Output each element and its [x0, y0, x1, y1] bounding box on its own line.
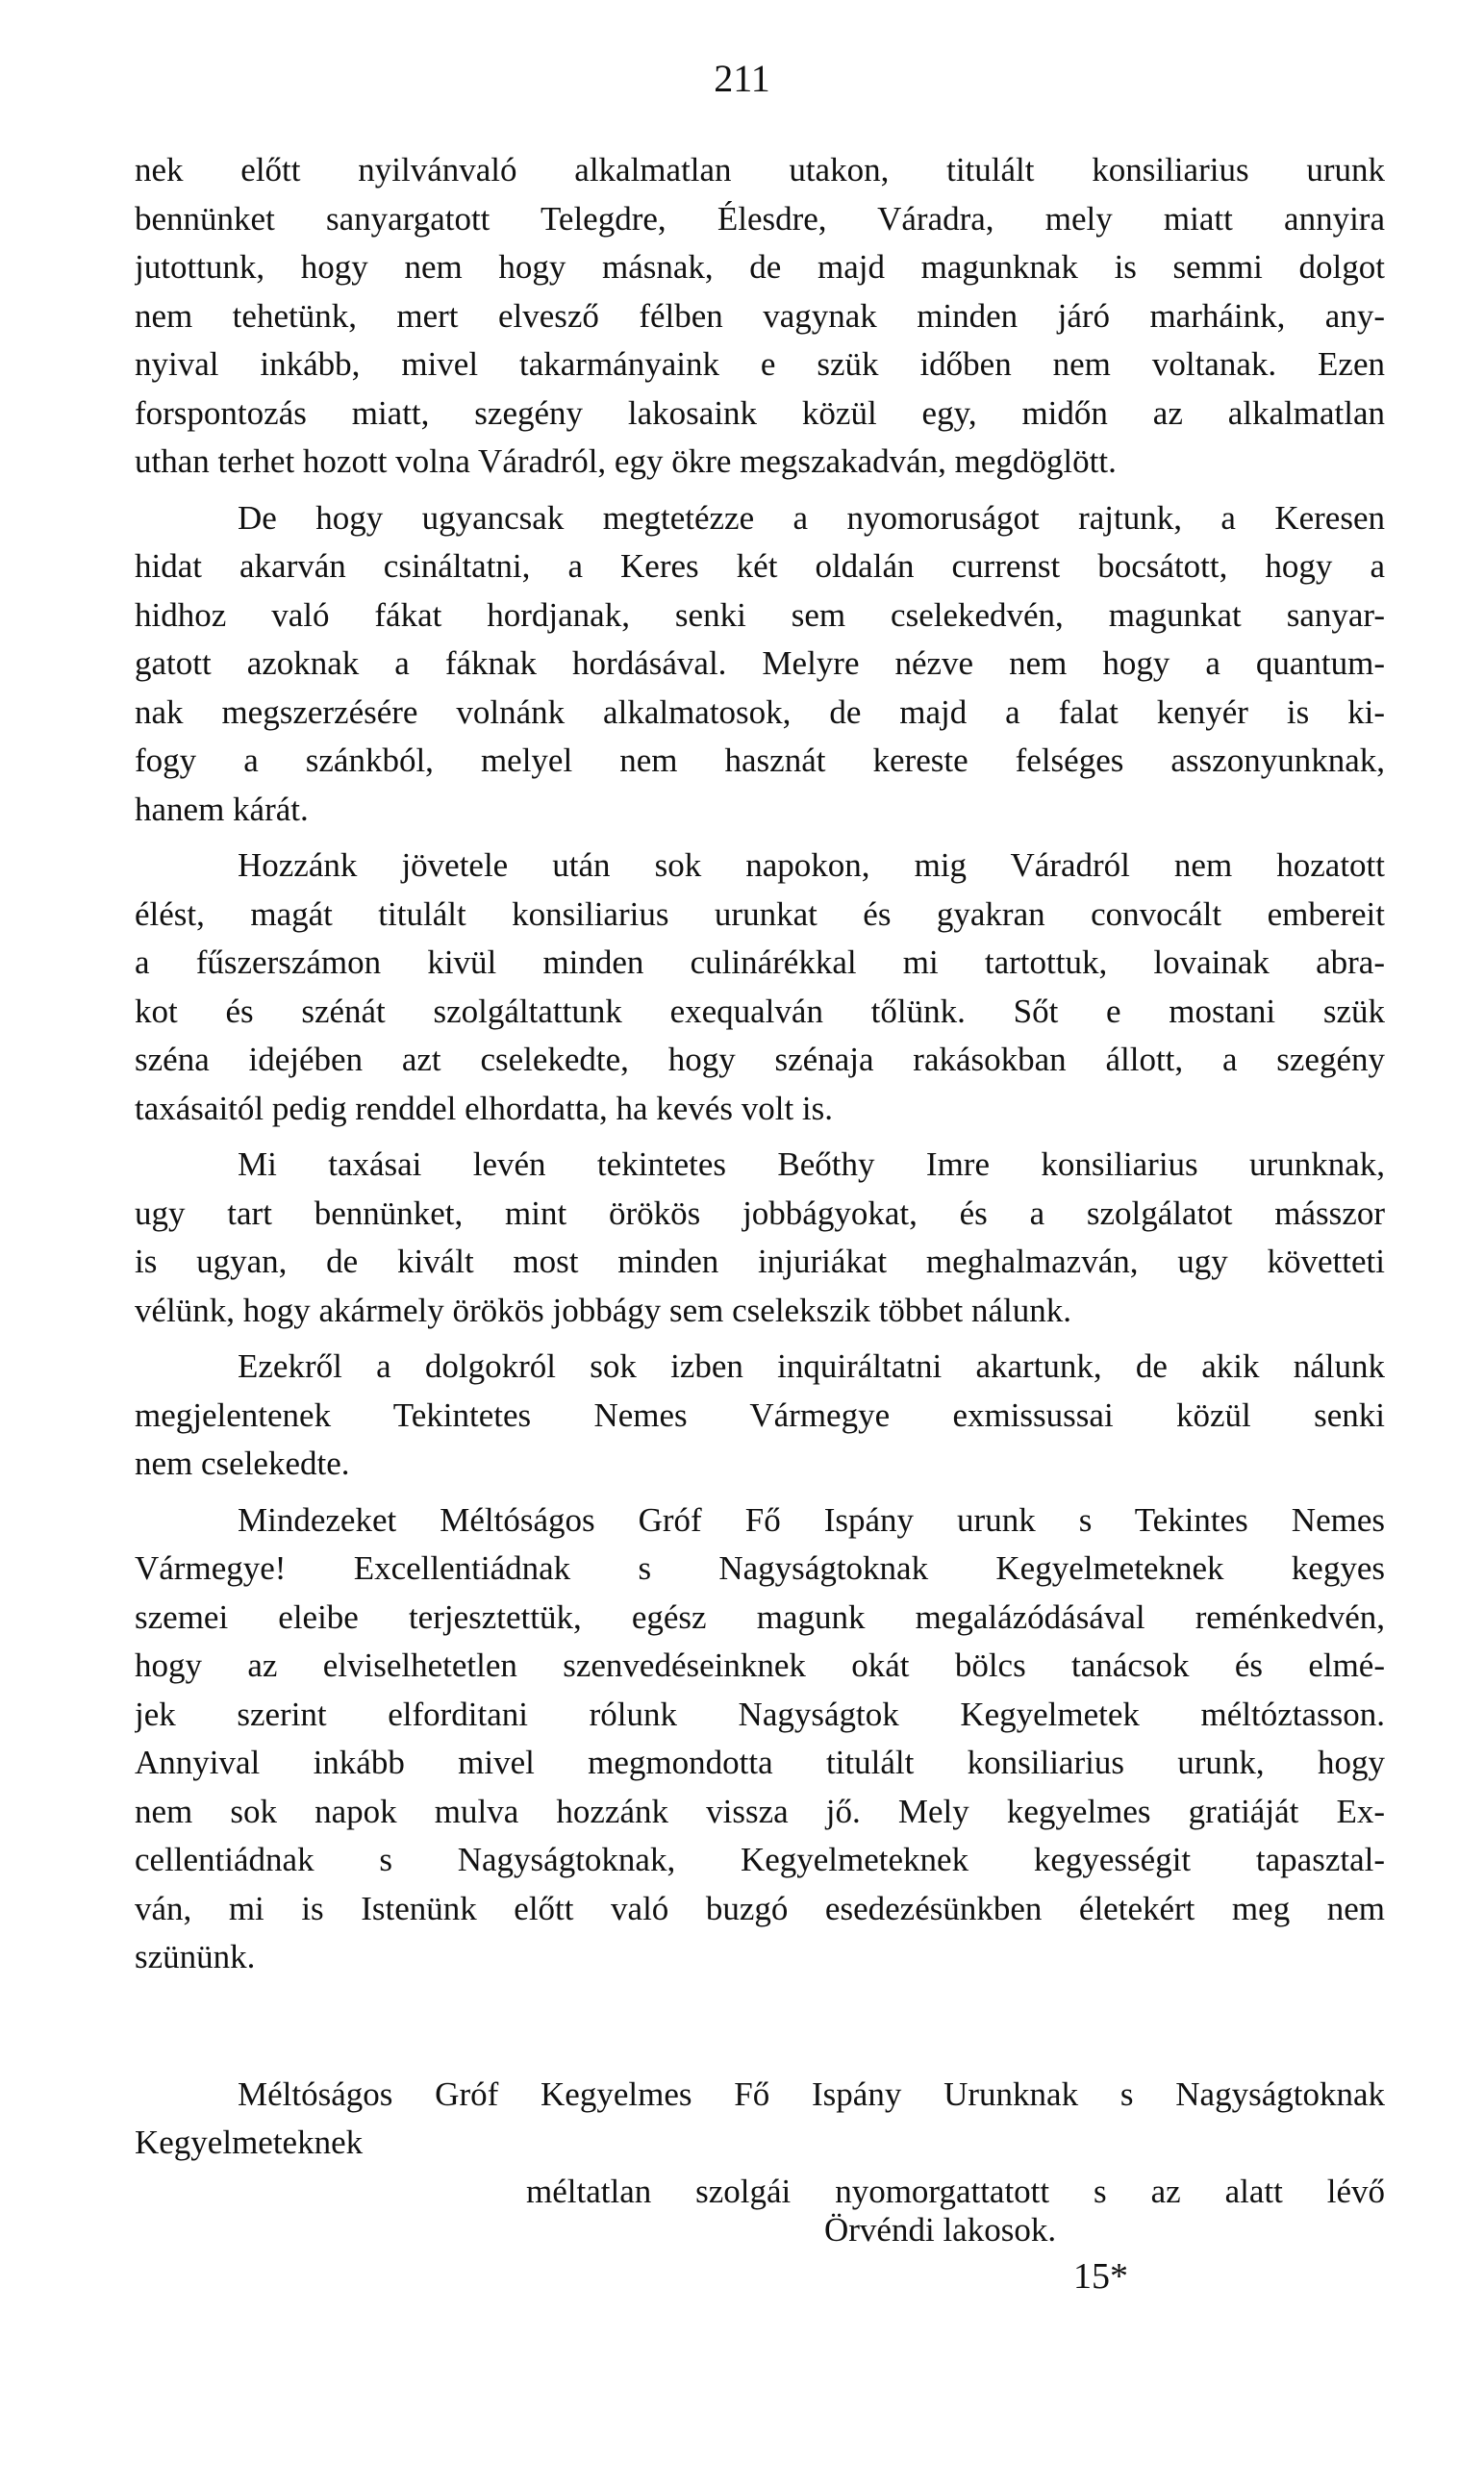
text-line: ván, mi is Istenünk előtt való buzgó esedezésünkben életekért meg nem [135, 1889, 1385, 1927]
paragraph [135, 494, 1385, 835]
text-line: Mindezeket Méltóságos Gróf Fő Ispány urunk s Tekintes Nemes [238, 1500, 1385, 1539]
text-line: Vármegye! Excellentiádnak s Nagyságtoknak Kegyelmeteknek kegyes [135, 1549, 1385, 1587]
sheet-mark: 15* [1073, 2256, 1128, 2297]
text-line: uthan terhet hozott volna Váradról, egy ökre megszakadván, megdöglött. [135, 442, 1117, 480]
page-number: 211 [714, 57, 770, 100]
text-line: jutottunk, hogy nem hogy másnak, de majd magunknak is semmi dolgot [135, 248, 1385, 286]
text-line: nak megszerzésére volnánk alkalmatosok, de majd a falat kenyér is ki- [135, 692, 1385, 731]
text-line: jek szerint elforditani rólunk Nagyságtok Kegyelmetek méltóztasson. [135, 1695, 1385, 1733]
text-line: ugy tart bennünket, mint örökös jobbágyokat, és a szolgálatot másszor [135, 1194, 1385, 1232]
text-line: élést, magát titulált konsiliarius urunkat és gyakran convocált embereit [135, 894, 1385, 933]
text-line: De hogy ugyancsak megtetézze a nyomoruságot rajtunk, a Keresen [238, 498, 1385, 537]
text-line: kot és szénát szolgáltattunk exequalván tőlünk. Sőt e mostani szük [135, 992, 1385, 1030]
salutation-line-1: Méltóságos Gróf Kegyelmes Fő Ispány Urunknak s Nagyságtoknak [238, 2075, 1385, 2113]
salutation-line-2: Kegyelmeteknek [135, 2124, 364, 2161]
text-line: Mi taxásai levén tekintetes Beőthy Imre konsiliarius urunknak, [238, 1145, 1385, 1183]
text-line: Annyival inkább mivel megmondotta titulált konsiliarius urunk, hogy [135, 1744, 1385, 1781]
text-line: nem sok napok mulva hozzánk vissza jő. Mely kegyelmes gratiáját Ex- [135, 1792, 1385, 1830]
text-line: bennünket sanyargatott Telegdre, Élesdre, Váradra, mely miatt annyira [135, 199, 1385, 238]
paragraph [135, 1343, 1385, 1489]
text-line: nem cselekedte. [135, 1445, 350, 1482]
text-line: is ugyan, de kivált most minden injuriákat meghalmazván, ugy követteti [135, 1243, 1385, 1280]
body-text [135, 146, 1385, 1990]
text-line: vélünk, hogy akármely örökös jobbágy sem cselekszik többet nálunk. [135, 1291, 1071, 1329]
text-line: nem tehetünk, mert elvesző félben vagynak minden járó marháink, any- [135, 296, 1385, 335]
text-line: taxásaitól pedig renddel elhordatta, ha kevés volt is. [135, 1089, 834, 1127]
paragraph [135, 1496, 1385, 1982]
text-line: szününk. [135, 1938, 256, 1975]
paragraph [135, 842, 1385, 1133]
text-line: nek előtt nyilvánvaló alkalmatlan utakon, titulált konsiliarius urunk [135, 151, 1385, 189]
text-line: Hozzánk jövetele után sok napokon, mig Váradról nem hozatott [238, 846, 1385, 884]
signature-line-2: Örvéndi lakosok. [824, 2211, 1057, 2249]
text-line: hogy az elviselhetetlen szenvedéseinknek okát bölcs tanácsok és elmé- [135, 1647, 1385, 1684]
paragraph [135, 146, 1385, 487]
text-line: széna idejében azt cselekedte, hogy szénaja rakásokban állott, a szegény [135, 1041, 1385, 1078]
signature-line-1: méltatlan szolgái nyomorgattatott s az alatt lévő [526, 2173, 1385, 2210]
text-line: gatott azoknak a fáknak hordásával. Melyre nézve nem hogy a quantum- [135, 644, 1385, 682]
text-line: hidat akarván csináltatni, a Keres két oldalán currenst bocsátott, hogy a [135, 547, 1385, 585]
text-line: forspontozás miatt, szegény lakosaink közül egy, midőn az alkalmatlan [135, 393, 1385, 432]
text-line: Ezekről a dolgokról sok izben inquiráltatni akartunk, de akik nálunk [238, 1347, 1385, 1385]
text-line: hidhoz való fákat hordjanak, senki sem cselekedvén, magunkat sanyar- [135, 595, 1385, 634]
text-line: fogy a szánkból, melyel nem hasznát kereste felséges asszonyunknak, [135, 742, 1385, 779]
text-line: megjelentenek Tekintetes Nemes Vármegye exmissussai közül senki [135, 1395, 1385, 1434]
text-line: hanem kárát. [135, 790, 309, 828]
text-line: nyival inkább, mivel takarmányaink e szük időben nem voltanak. Ezen [135, 345, 1385, 383]
text-line: cellentiádnak s Nagyságtoknak, Kegyelmeteknek kegyességit tapasztal- [135, 1841, 1385, 1878]
text-line: szemei eleibe terjesztettük, egész magunk megalázódásával reménkedvén, [135, 1597, 1385, 1636]
paragraph [135, 1141, 1385, 1335]
text-line: a fűszerszámon kivül minden culinárékkal mi tartottuk, lovainak abra- [135, 943, 1385, 981]
